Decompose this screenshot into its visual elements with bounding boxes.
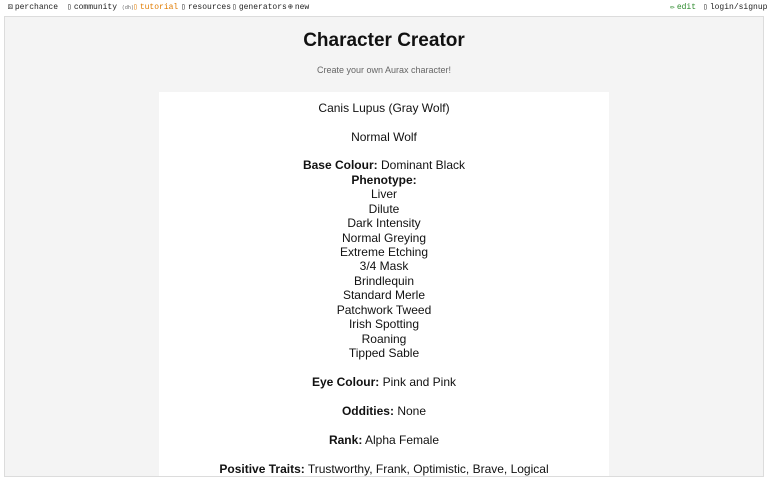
nav-community-tag: (dh) xyxy=(121,5,134,11)
chat-icon: ▯ xyxy=(67,3,72,12)
eye-colour-value: Pink and Pink xyxy=(382,375,457,389)
oddities-row xyxy=(159,404,609,419)
nav-edit-label: edit xyxy=(676,3,697,12)
nav-tutorial-link[interactable] xyxy=(133,3,178,13)
nav-tutorial-label: tutorial xyxy=(139,3,179,12)
rank-label: Rank: xyxy=(328,433,363,447)
base-colour-label: Base Colour: xyxy=(302,158,378,172)
phenotype-item: Dilute xyxy=(368,202,400,216)
nav-perchance-link[interactable] xyxy=(8,3,58,13)
phenotype-item: Patchwork Tweed xyxy=(336,303,432,317)
nav-new-label: new xyxy=(294,3,310,12)
nav-community-label: community xyxy=(73,3,118,12)
phenotype-item: Tipped Sable xyxy=(348,346,420,360)
top-nav-bar xyxy=(0,0,768,16)
phenotype-item: Brindlequin xyxy=(353,274,415,288)
page-title: Character Creator xyxy=(303,30,465,51)
nav-edit-link[interactable] xyxy=(670,3,696,13)
phenotype-item: Extreme Etching xyxy=(339,245,429,259)
nav-resources-link[interactable] xyxy=(181,3,231,13)
book-icon: ▯ xyxy=(232,3,237,12)
phenotype-heading xyxy=(159,173,609,188)
nav-community-link[interactable] xyxy=(67,3,134,13)
page-subtitle: Create your own Aurax character! xyxy=(316,65,452,75)
rank-value: Alpha Female xyxy=(364,433,440,447)
oddities-label: Oddities: xyxy=(341,404,394,418)
phenotype-item: Roaning xyxy=(361,332,407,346)
phenotype-label: Phenotype: xyxy=(351,173,417,187)
pencil-icon: ✏ xyxy=(670,3,675,12)
type-text: Normal Wolf xyxy=(351,130,417,144)
base-colour-value: Dominant Black xyxy=(380,158,466,172)
nav-login-link[interactable] xyxy=(703,3,767,13)
book-icon: ▯ xyxy=(181,3,186,12)
nav-perchance-label: perchance xyxy=(14,3,59,12)
positive-traits-value: Trustworthy, Frank, Optimistic, Brave, Logical xyxy=(307,462,549,476)
nav-generators-link[interactable] xyxy=(232,3,287,13)
nav-generators-label: generators xyxy=(238,3,287,12)
eye-colour-label: Eye Colour: xyxy=(311,375,380,389)
nav-login-label: login/signup xyxy=(709,3,768,12)
nav-resources-label: resources xyxy=(187,3,232,12)
book-icon: ▯ xyxy=(133,3,138,12)
plus-circle-icon: ⊕ xyxy=(288,3,293,12)
phenotype-item: Standard Merle xyxy=(342,288,426,302)
phenotype-item: Irish Spotting xyxy=(348,317,420,331)
eye-colour-row xyxy=(159,375,609,390)
positive-traits-label: Positive Traits: xyxy=(219,462,305,476)
oddities-value: None xyxy=(397,404,427,418)
phenotype-item: Liver xyxy=(370,187,397,201)
species-text: Canis Lupus (Gray Wolf) xyxy=(318,101,450,115)
phenotype-item: Normal Greying xyxy=(341,231,427,245)
user-icon: ▯ xyxy=(703,3,708,12)
phenotype-item: 3/4 Mask xyxy=(359,259,409,273)
rank-row xyxy=(159,433,609,448)
generator-frame xyxy=(4,16,764,477)
dice-icon: ⚄ xyxy=(8,3,13,12)
character-output-panel xyxy=(159,92,609,477)
nav-new-link[interactable] xyxy=(288,3,309,13)
base-colour-row xyxy=(159,158,609,173)
phenotype-item: Dark Intensity xyxy=(347,216,421,230)
positive-traits-row xyxy=(159,462,609,477)
